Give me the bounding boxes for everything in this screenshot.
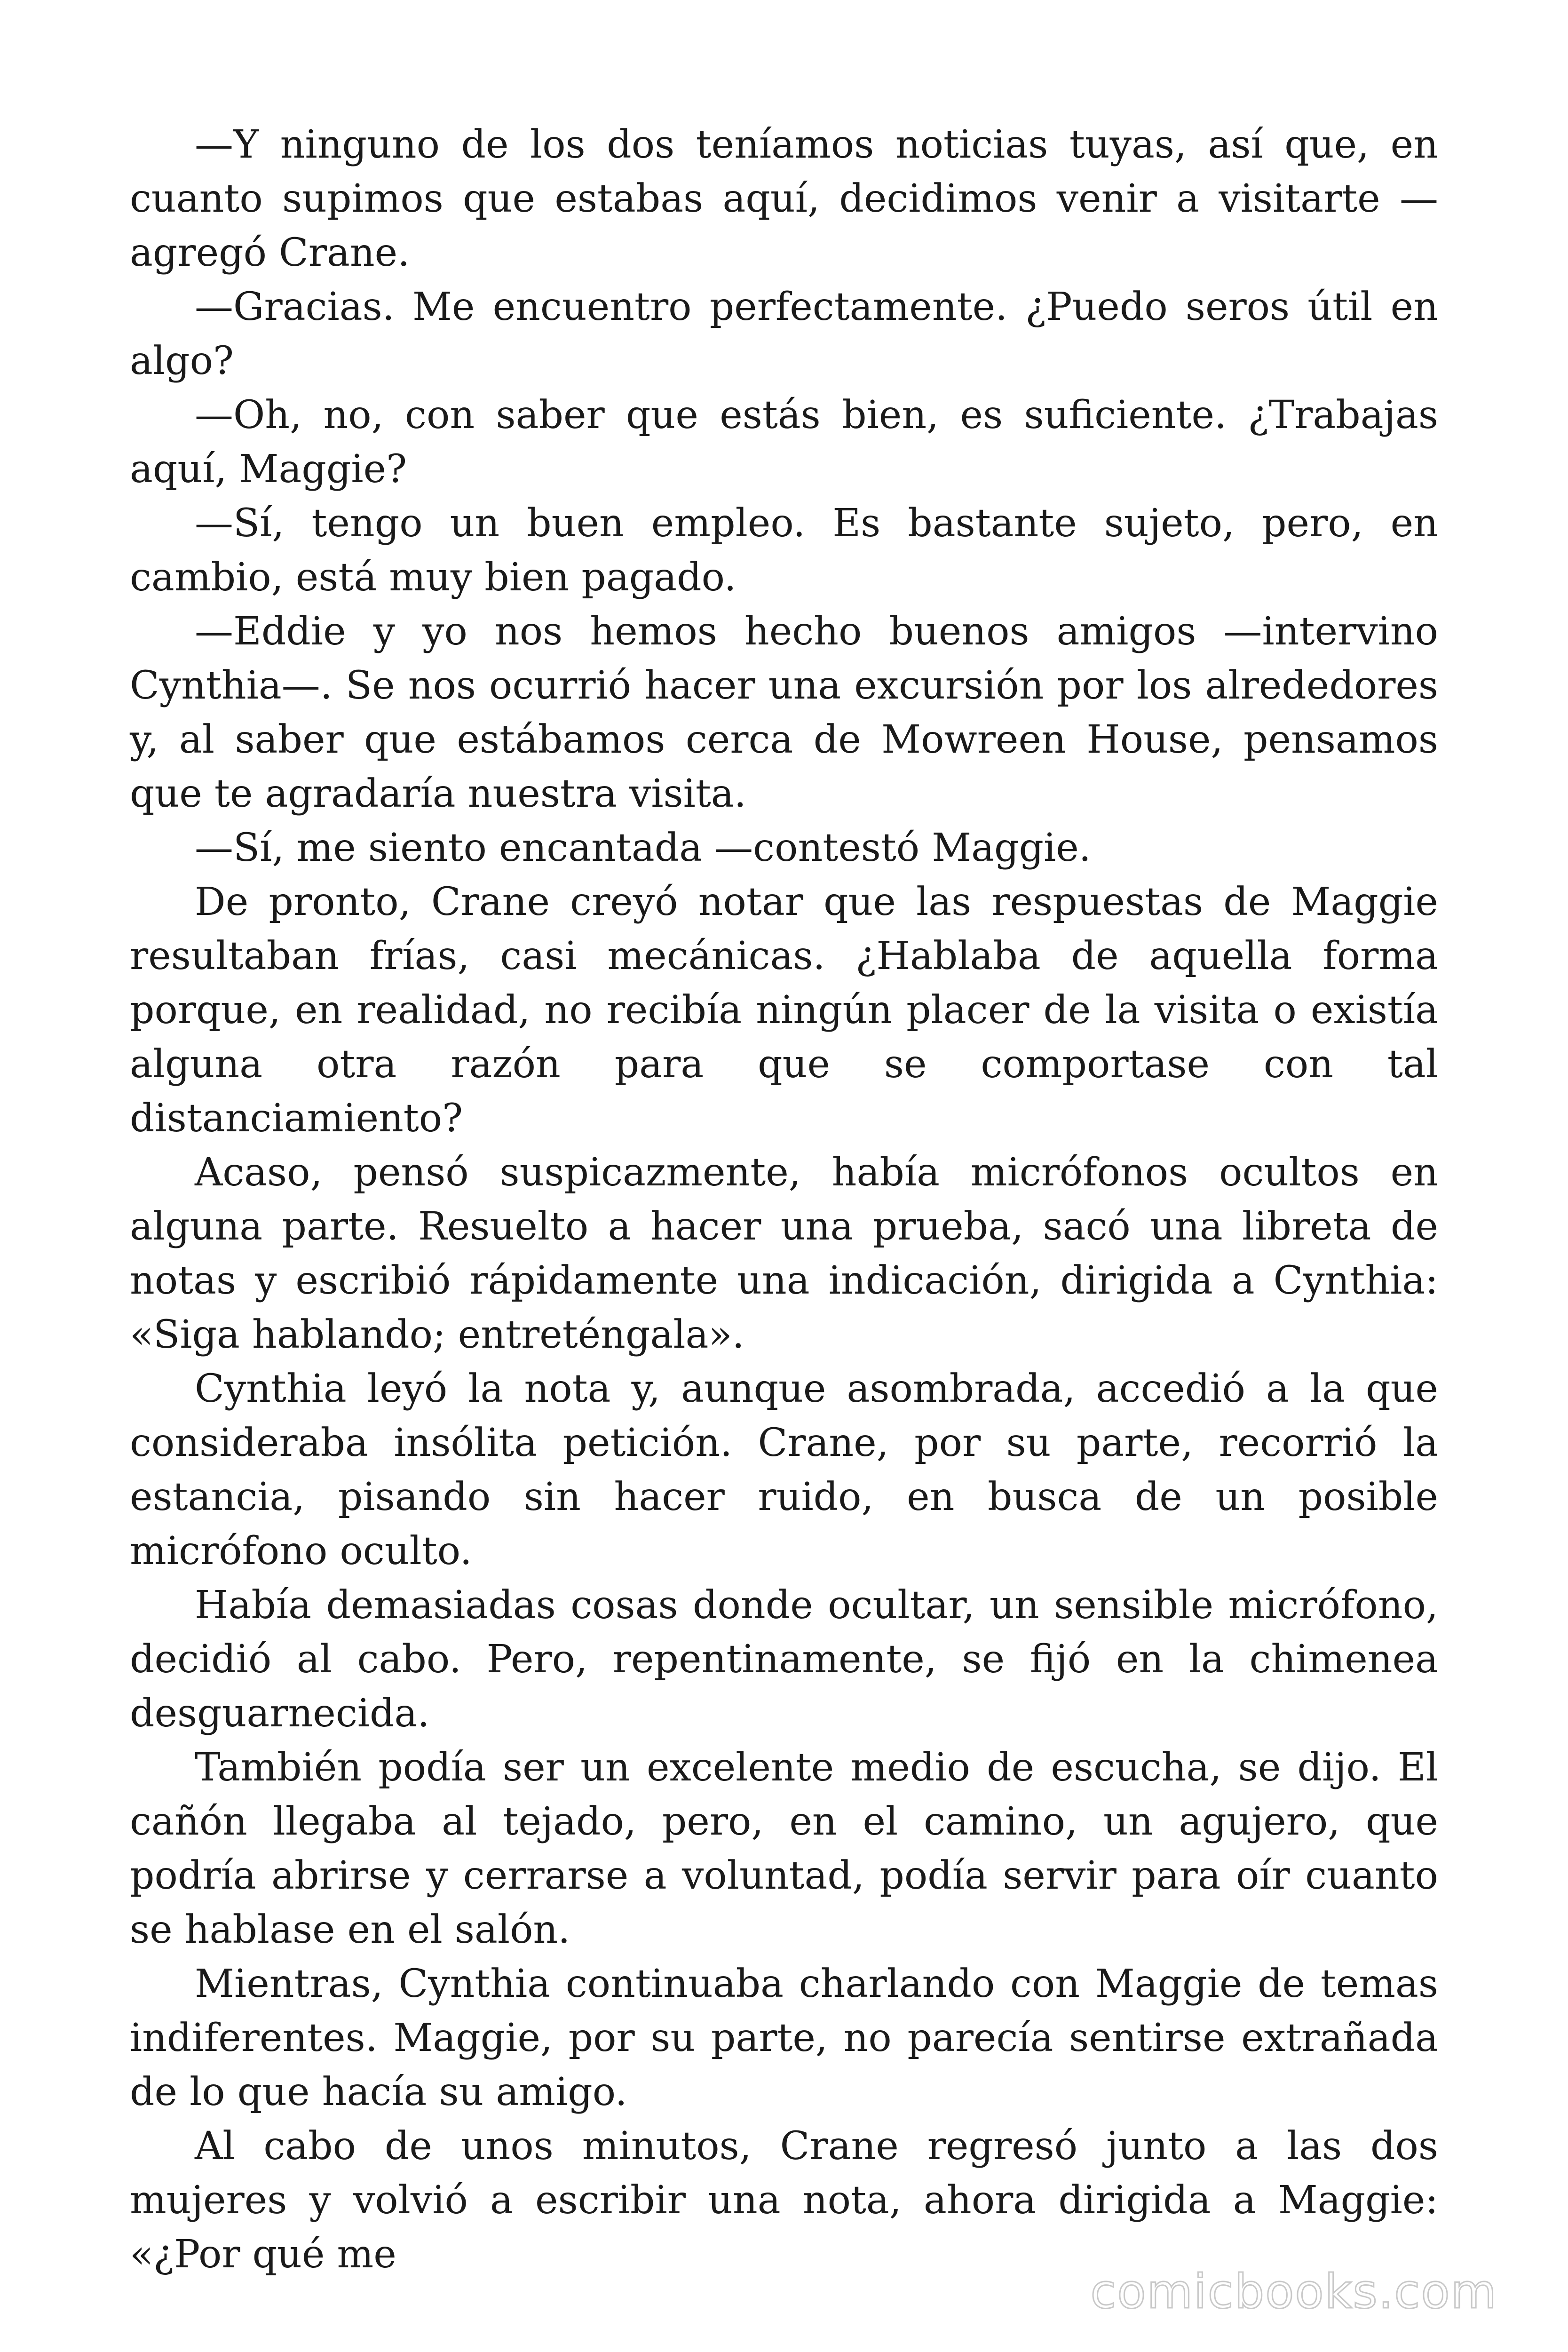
paragraph: —Oh, no, con saber que estás bien, es suficiente. ¿Trabajas aquí, Maggie? [130,393,1438,492]
paragraph: —Y ninguno de los dos teníamos noticias tuyas, así que, en cuanto supimos que estabas aquí, decidimos venir a visitarte —agregó Crane. [130,122,1438,275]
paragraph: —Sí, tengo un buen empleo. Es bastante sujeto, pero, en cambio, está muy bien pagado. [130,501,1438,600]
paragraph: —Gracias. Me encuentro perfectamente. ¿Puedo seros útil en algo? [130,285,1438,383]
paragraph: Mientras, Cynthia continuaba charlando con Maggie de temas indiferentes. Maggie, por su parte, no parecía sentirse extrañada de lo que hacía su amigo. [130,1962,1438,2114]
paragraph: —Sí, me siento encantada —contestó Maggie. [195,826,1091,870]
paragraph: Al cabo de unos minutos, Crane regresó junto a las dos mujeres y volvió a escribir una nota, ahora dirigida a Maggie: «¿Por qué me [130,2124,1438,2277]
paragraph: —Eddie y yo nos hemos hecho buenos amigos —intervino Cynthia—. Se nos ocurrió hacer una excursión por los alrededores y, al saber que estábamos cerca de Mowreen House, pensamos que te agradaría nuestra visita. [130,609,1438,816]
body-text [130,118,1438,2281]
paragraph: También podía ser un excelente medio de escucha, se dijo. El cañón llegaba al tejado, pero, en el camino, un agujero, que podría abrirse y cerrarse a voluntad, podía servir para oír cuanto se hablase en el salón. [130,1745,1438,1952]
watermark: comicbooks.com [1090,2264,1497,2319]
paragraph: Acaso, pensó suspicazmente, había micrófonos ocultos en alguna parte. Resuelto a hacer una prueba, sacó una libreta de notas y escribió rápidamente una indicación, dirigida a Cynthia: «Siga hablando; entreténgala». [130,1150,1438,1357]
paragraph: De pronto, Crane creyó notar que las respuestas de Maggie resultaban frías, casi mecánicas. ¿Hablaba de aquella forma porque, en realidad, no recibía ningún placer de la visita o existía alguna otra razón para que se comportase con tal distanciamiento? [130,880,1438,1141]
paragraph: Había demasiadas cosas donde ocultar, un sensible micrófono, decidió al cabo. Pero, repentinamente, se fijó en la chimenea desguarnecida. [130,1583,1438,1736]
paragraph: Cynthia leyó la nota y, aunque asombrada, accedió a la que consideraba insólita petición. Crane, por su parte, recorrió la estancia, pisando sin hacer ruido, en busca de un posible micrófono oculto. [130,1367,1438,1573]
